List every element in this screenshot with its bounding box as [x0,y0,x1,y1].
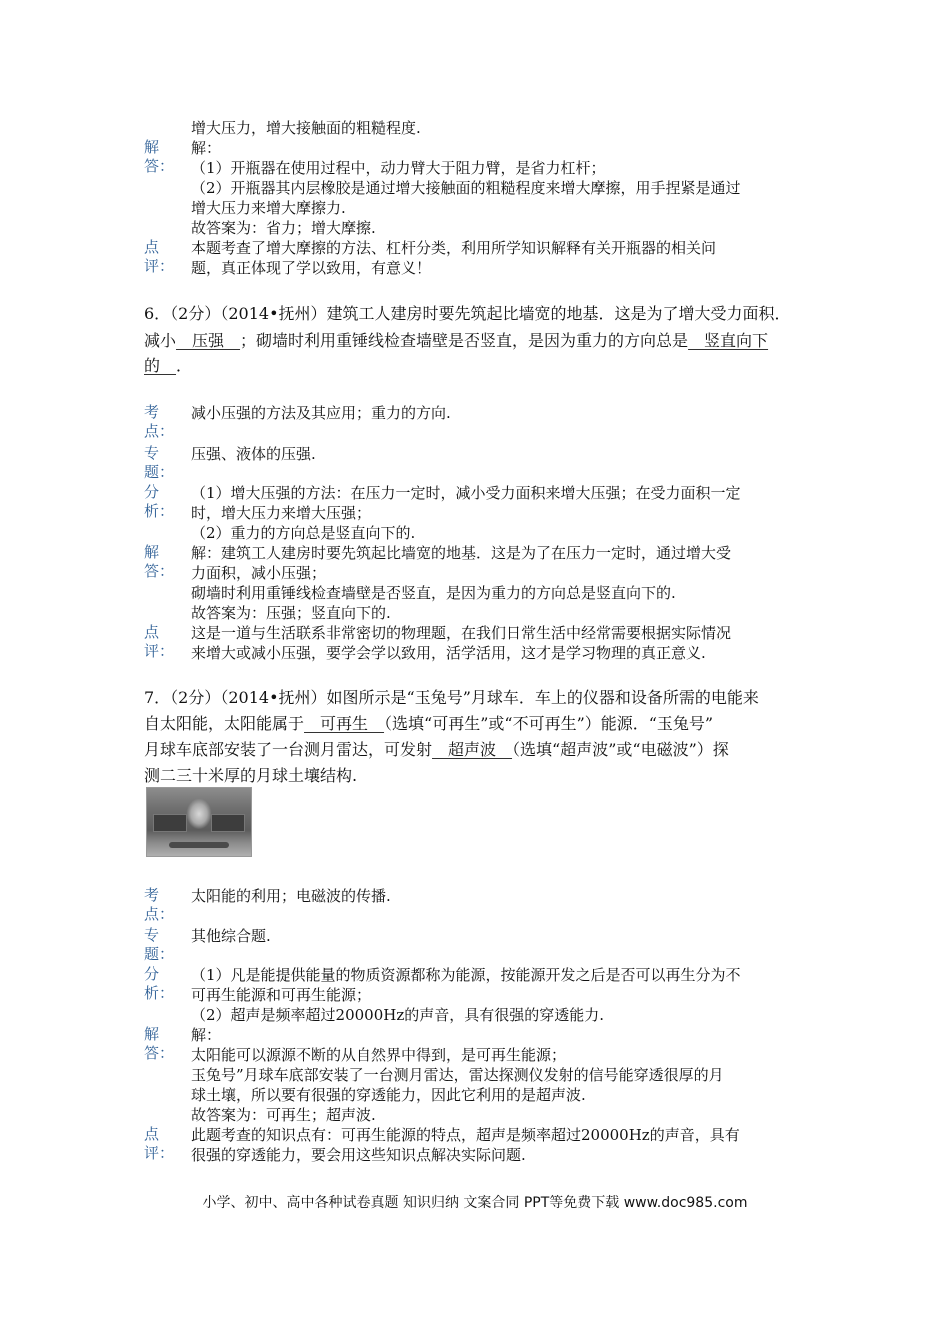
label-dian: 点 [144,623,160,641]
label-jie: 解 [144,1025,160,1043]
q6-comment-line: 来增大或减小压强，要学会学以致用，活学活用，这才是学习物理的真正意义. [191,644,706,662]
q7-solution-line: 故答案为：可再生；超声波. [191,1106,376,1124]
q7-text: （选填“超声波”或“电磁波”）探 [512,740,729,759]
label-ping: 评： [144,642,175,660]
label-jie: 解 [144,543,160,561]
q7-answer-blank-2: 超声波 [432,740,513,759]
label-kao: 考 [144,886,160,904]
q7-answer-blank-1: 可再生 [304,714,385,733]
label-da: 答： [144,157,175,175]
q7-text: 月球车底部安装了一台测月雷达，可发射 [144,740,433,759]
label-jie: 解 [144,138,160,156]
label-fen: 分 [144,965,160,983]
label-ping: 评： [144,1144,175,1162]
q7-key-point: 太阳能的利用；电磁波的传播. [191,887,391,905]
prev-solution-line: （1）开瓶器在使用过程中，动力臂大于阻力臂，是省力杠杆； [191,159,606,177]
q7-text: （选填“可再生”或“不可再生”）能源．“玉兔号” [384,714,714,733]
q6-solution-line: 砌墙时利用重锤线检查墙壁是否竖直，是因为重力的方向总是竖直向下的. [191,584,676,602]
q6-comment-line: 这是一道与生活联系非常密切的物理题，在我们日常生活中经常需要根据实际情况 [191,624,732,642]
q6-text: 减小 [144,331,177,350]
q7-comment-line: 很强的穿透能力，要会用这些知识点解决实际问题. [191,1146,526,1164]
q6-stem-line: 6．（2分）（2014•抚州）建筑工人建房时要先筑起比墙宽的地基．这是为了增大受力面积． [144,304,791,323]
q7-topic: 其他综合题. [191,927,271,945]
q7-stem-line [144,740,729,760]
label-da: 答： [144,562,175,580]
q7-solution-line: 解： [191,1026,222,1044]
prev-comment-line: 本题考查了增大摩擦的方法、杠杆分类，利用所学知识解释有关开瓶器的相关问 [191,239,717,257]
label-ping: 评： [144,257,175,275]
label-ti: 题： [144,463,175,481]
label-xi: 析： [144,984,175,1002]
label-fen: 分 [144,483,160,501]
label-ti: 题： [144,945,175,963]
q7-stem-line [144,714,713,734]
prev-solution-line: 解： [191,139,222,157]
label-da: 答： [144,1044,175,1062]
q6-key-point: 减小压强的方法及其应用；重力的方向. [191,404,451,422]
label-kaodian: 点： [144,422,175,440]
label-xi: 析： [144,502,175,520]
prev-solution-line: 故答案为：省力；增大摩擦. [191,219,376,237]
prev-solution-line: 增大压力来增大摩擦力. [191,199,346,217]
q6-solution-line: 故答案为：压强；竖直向下的. [191,604,391,622]
label-dian: 点 [144,238,160,256]
q6-stem-line [144,331,768,351]
q7-stem-line: 测二三十米厚的月球土壤结构. [144,766,358,785]
q6-solution-line: 力面积，减小压强； [191,564,327,582]
label-zhuan: 专 [144,444,160,462]
q6-text: ；砌墙时利用重锤线检查墙壁是否竖直，是因为重力的方向总是 [240,331,689,350]
q7-solution-line: 玉兔号”月球车底部安装了一台测月雷达，雷达探测仪发射的信号能穿透很厚的月 [191,1066,724,1084]
lunar-rover-image [146,787,252,857]
q6-answer-blank-2-cont: 的 [144,356,177,375]
q7-text: 自太阳能，太阳能属于 [144,714,305,733]
q7-analysis-line: （1）凡是能提供能量的物质资源都称为能源，按能源开发之后是否可以再生分为不 [191,966,741,984]
q7-solution-line: 球土壤，所以要有很强的穿透能力，因此它利用的是超声波. [191,1086,586,1104]
q6-analysis-line: 时，增大压力来增大压强； [191,504,372,522]
q6-analysis-line: （2）重力的方向总是竖直向下的. [191,524,416,542]
rover-wheels [169,842,229,848]
label-zhuan: 专 [144,926,160,944]
solar-panel-right [211,814,245,832]
q7-comment-line: 此题考查的知识点有：可再生能源的特点，超声是频率超过20000Hz的声音，具有 [191,1126,740,1144]
label-kao: 考 [144,403,160,421]
q6-answer-blank-1: 压强 [176,331,241,350]
q7-solution-line: 太阳能可以源源不断的从自然界中得到，是可再生能源； [191,1046,567,1064]
label-kaodian: 点： [144,905,175,923]
prev-comment-line: 题，真正体现了学以致用，有意义！ [191,259,432,277]
q7-analysis-line: 可再生能源和可再生能源； [191,986,372,1004]
prev-answer-line: 增大压力，增大接触面的粗糙程度. [191,119,421,137]
solar-panel-left [153,814,187,832]
q7-analysis-line: （2）超声是频率超过20000Hz的声音，具有很强的穿透能力. [191,1006,605,1024]
q6-topic: 压强、液体的压强. [191,445,316,463]
prev-solution-line: （2）开瓶器其内层橡胶是通过增大接触面的粗糙程度来增大摩擦，用手捏紧是通过 [191,179,741,197]
q6-solution-line: 解：建筑工人建房时要先筑起比墙宽的地基．这是为了在压力一定时，通过增大受 [191,544,732,562]
q6-analysis-line: （1）增大压强的方法：在压力一定时，减小受力面积来增大压强；在受力面积一定 [191,484,741,502]
label-dian: 点 [144,1125,160,1143]
q6-answer-blank-2: 竖直向下 [688,331,769,350]
q6-stem-line [144,356,192,376]
page-footer: 小学、初中、高中各种试卷真题 知识归纳 文案合同 PPT等免费下载 www.doc985.com [202,1195,748,1211]
q6-text: ． [176,356,193,375]
q7-stem-line: 7．（2分）（2014•抚州）如图所示是“玉兔号”月球车．车上的仪器和设备所需的电能来 [144,688,759,707]
